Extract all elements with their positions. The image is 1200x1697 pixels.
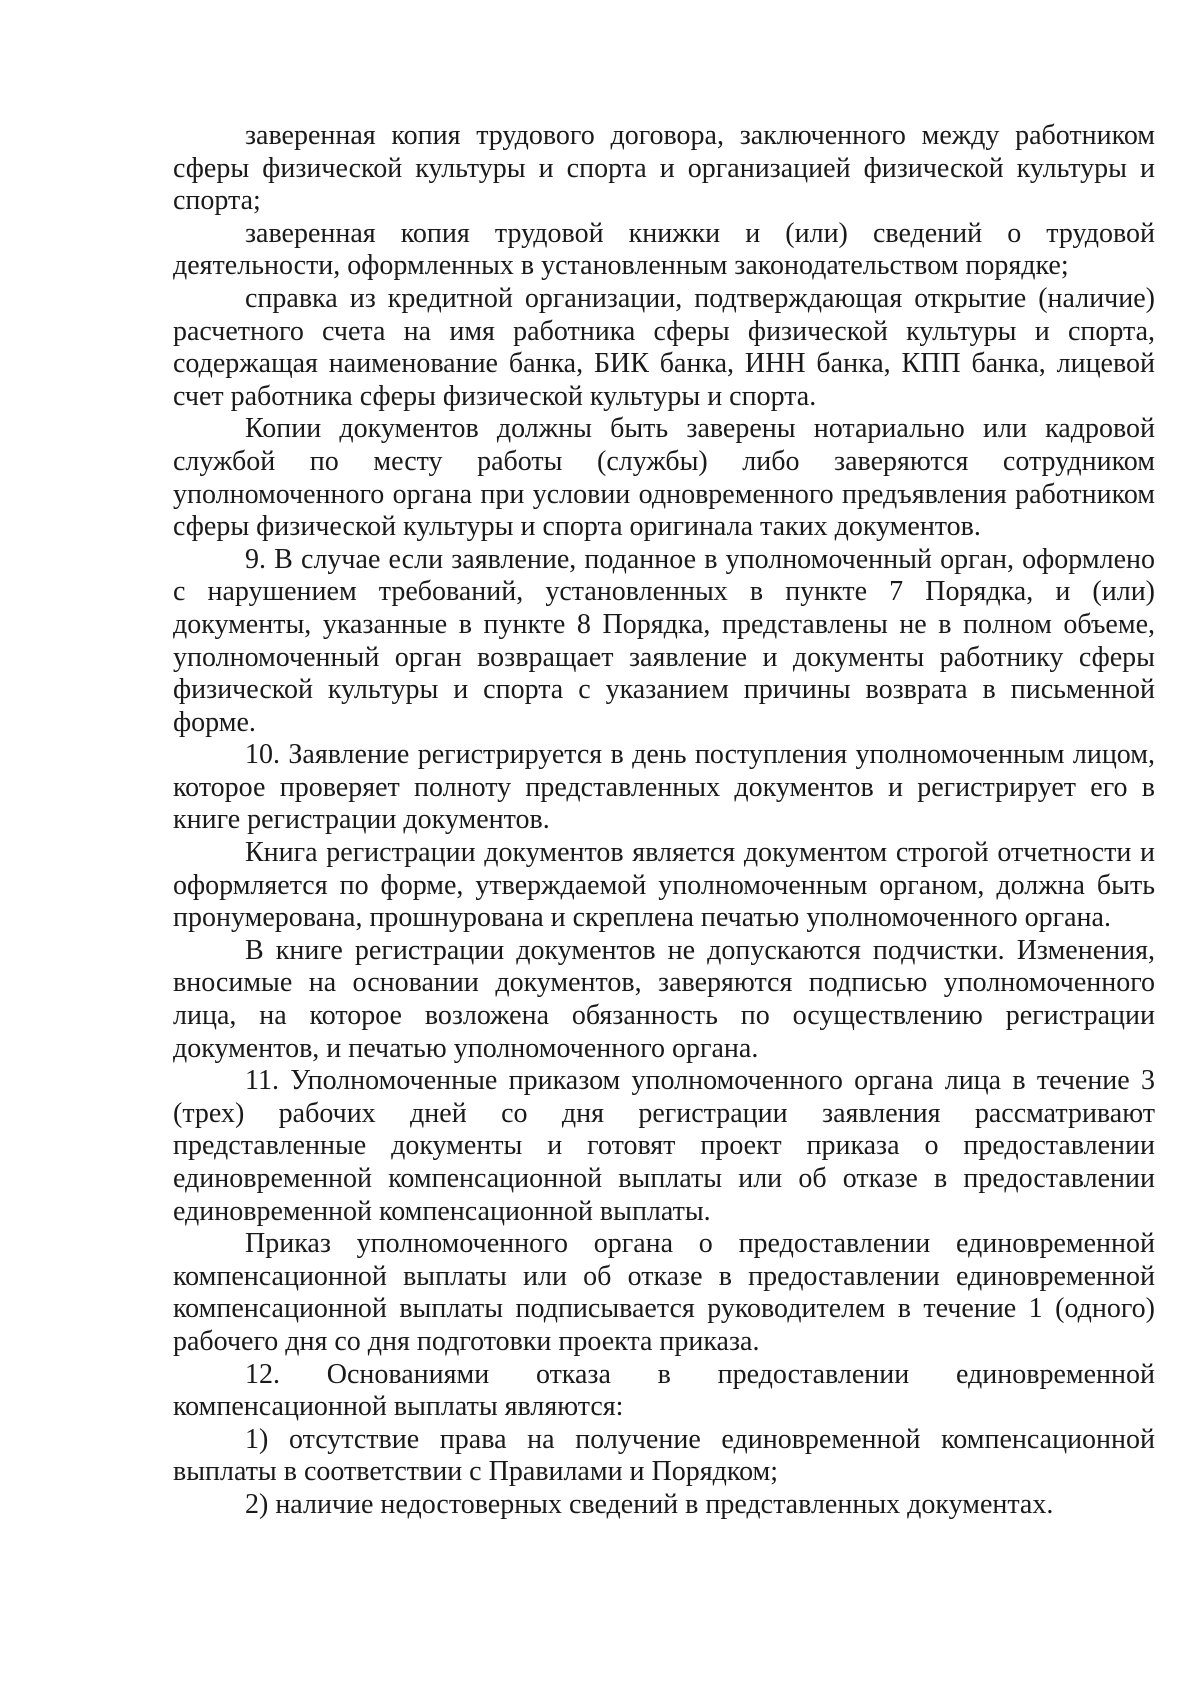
- paragraph-refusal-reason-1: 1) отсутствие права на получение единовременной компенсационной выплаты в соответствии с Правилами и Порядком;: [173, 1423, 1155, 1488]
- paragraph-item-12: 12. Основаниями отказа в предоставлении единовременной компенсационной выплаты являются:: [173, 1358, 1155, 1423]
- paragraph-registration-book: Книга регистрации документов является документом строгой отчетности и оформляется по форме, утверждаемой уполномоченным органом, должна быть пронумерована, прошнурована и скреплена печатью уполномоченного органа.: [173, 837, 1155, 934]
- paragraph-work-record-copy: заверенная копия трудовой книжки и (или) сведений о трудовой деятельности, оформленных в установленным законодательством порядке;: [173, 217, 1155, 282]
- paragraph-copies-certification: Копии документов должны быть заверены нотариально или кадровой службой по месту работы (службы) либо заверяются сотрудником уполномоченного органа при условии одновременного предъявления работником сферы физической культуры и спорта оригинала таких документов.: [173, 413, 1155, 543]
- paragraph-refusal-reason-2: 2) наличие недостоверных сведений в представленных документах.: [245, 1488, 1054, 1520]
- paragraph-item-11: 11. Уполномоченные приказом уполномоченного органа лица в течение 3 (трех) рабочих дней со дня регистрации заявления рассматривают представленные документы и готовят проект приказа о предоставлении единовременной компенсационной выплаты или об отказе в предоставлении единовременной компенсационной выплаты.: [173, 1065, 1155, 1227]
- document-body: [173, 120, 1155, 1522]
- paragraph-bank-certificate: справка из кредитной организации, подтверждающая открытие (наличие) расчетного счета на имя работника сферы физической культуры и спорта, содержащая наименование банка, БИК банка, ИНН банка, КПП банка, лицевой счет работника сферы физической культуры и спорта.: [173, 282, 1155, 412]
- paragraph-labor-contract-copy: заверенная копия трудового договора, заключенного между работником сферы физической культуры и спорта и организацией физической культуры и спорта;: [173, 120, 1155, 217]
- paragraph-item-9: 9. В случае если заявление, поданное в уполномоченный орган, оформлено с нарушением требований, установленных в пункте 7 Порядка, и (или) документы, указанные в пункте 8 Порядка, представлены не в полном объеме, уполномоченный орган возвращает заявление и документы работнику сферы физической культуры и спорта с указанием причины возврата в письменной форме.: [173, 543, 1155, 738]
- paragraph-no-erasures: В книге регистрации документов не допускаются подчистки. Изменения, вносимые на основании документов, заверяются подписью уполномоченного лица, на которое возложена обязанность по осуществлению регистрации документов, и печатью уполномоченного органа.: [173, 934, 1155, 1064]
- paragraph-item-10: 10. Заявление регистрируется в день поступления уполномоченным лицом, которое проверяет полноту представленных документов и регистрирует его в книге регистрации документов.: [173, 739, 1155, 836]
- paragraph-order-signing: Приказ уполномоченного органа о предоставлении единовременной компенсационной выплаты или об отказе в предоставлении единовременной компенсационной выплаты подписывается руководителем в течение 1 (одного) рабочего дня со дня подготовки проекта приказа.: [173, 1228, 1155, 1357]
